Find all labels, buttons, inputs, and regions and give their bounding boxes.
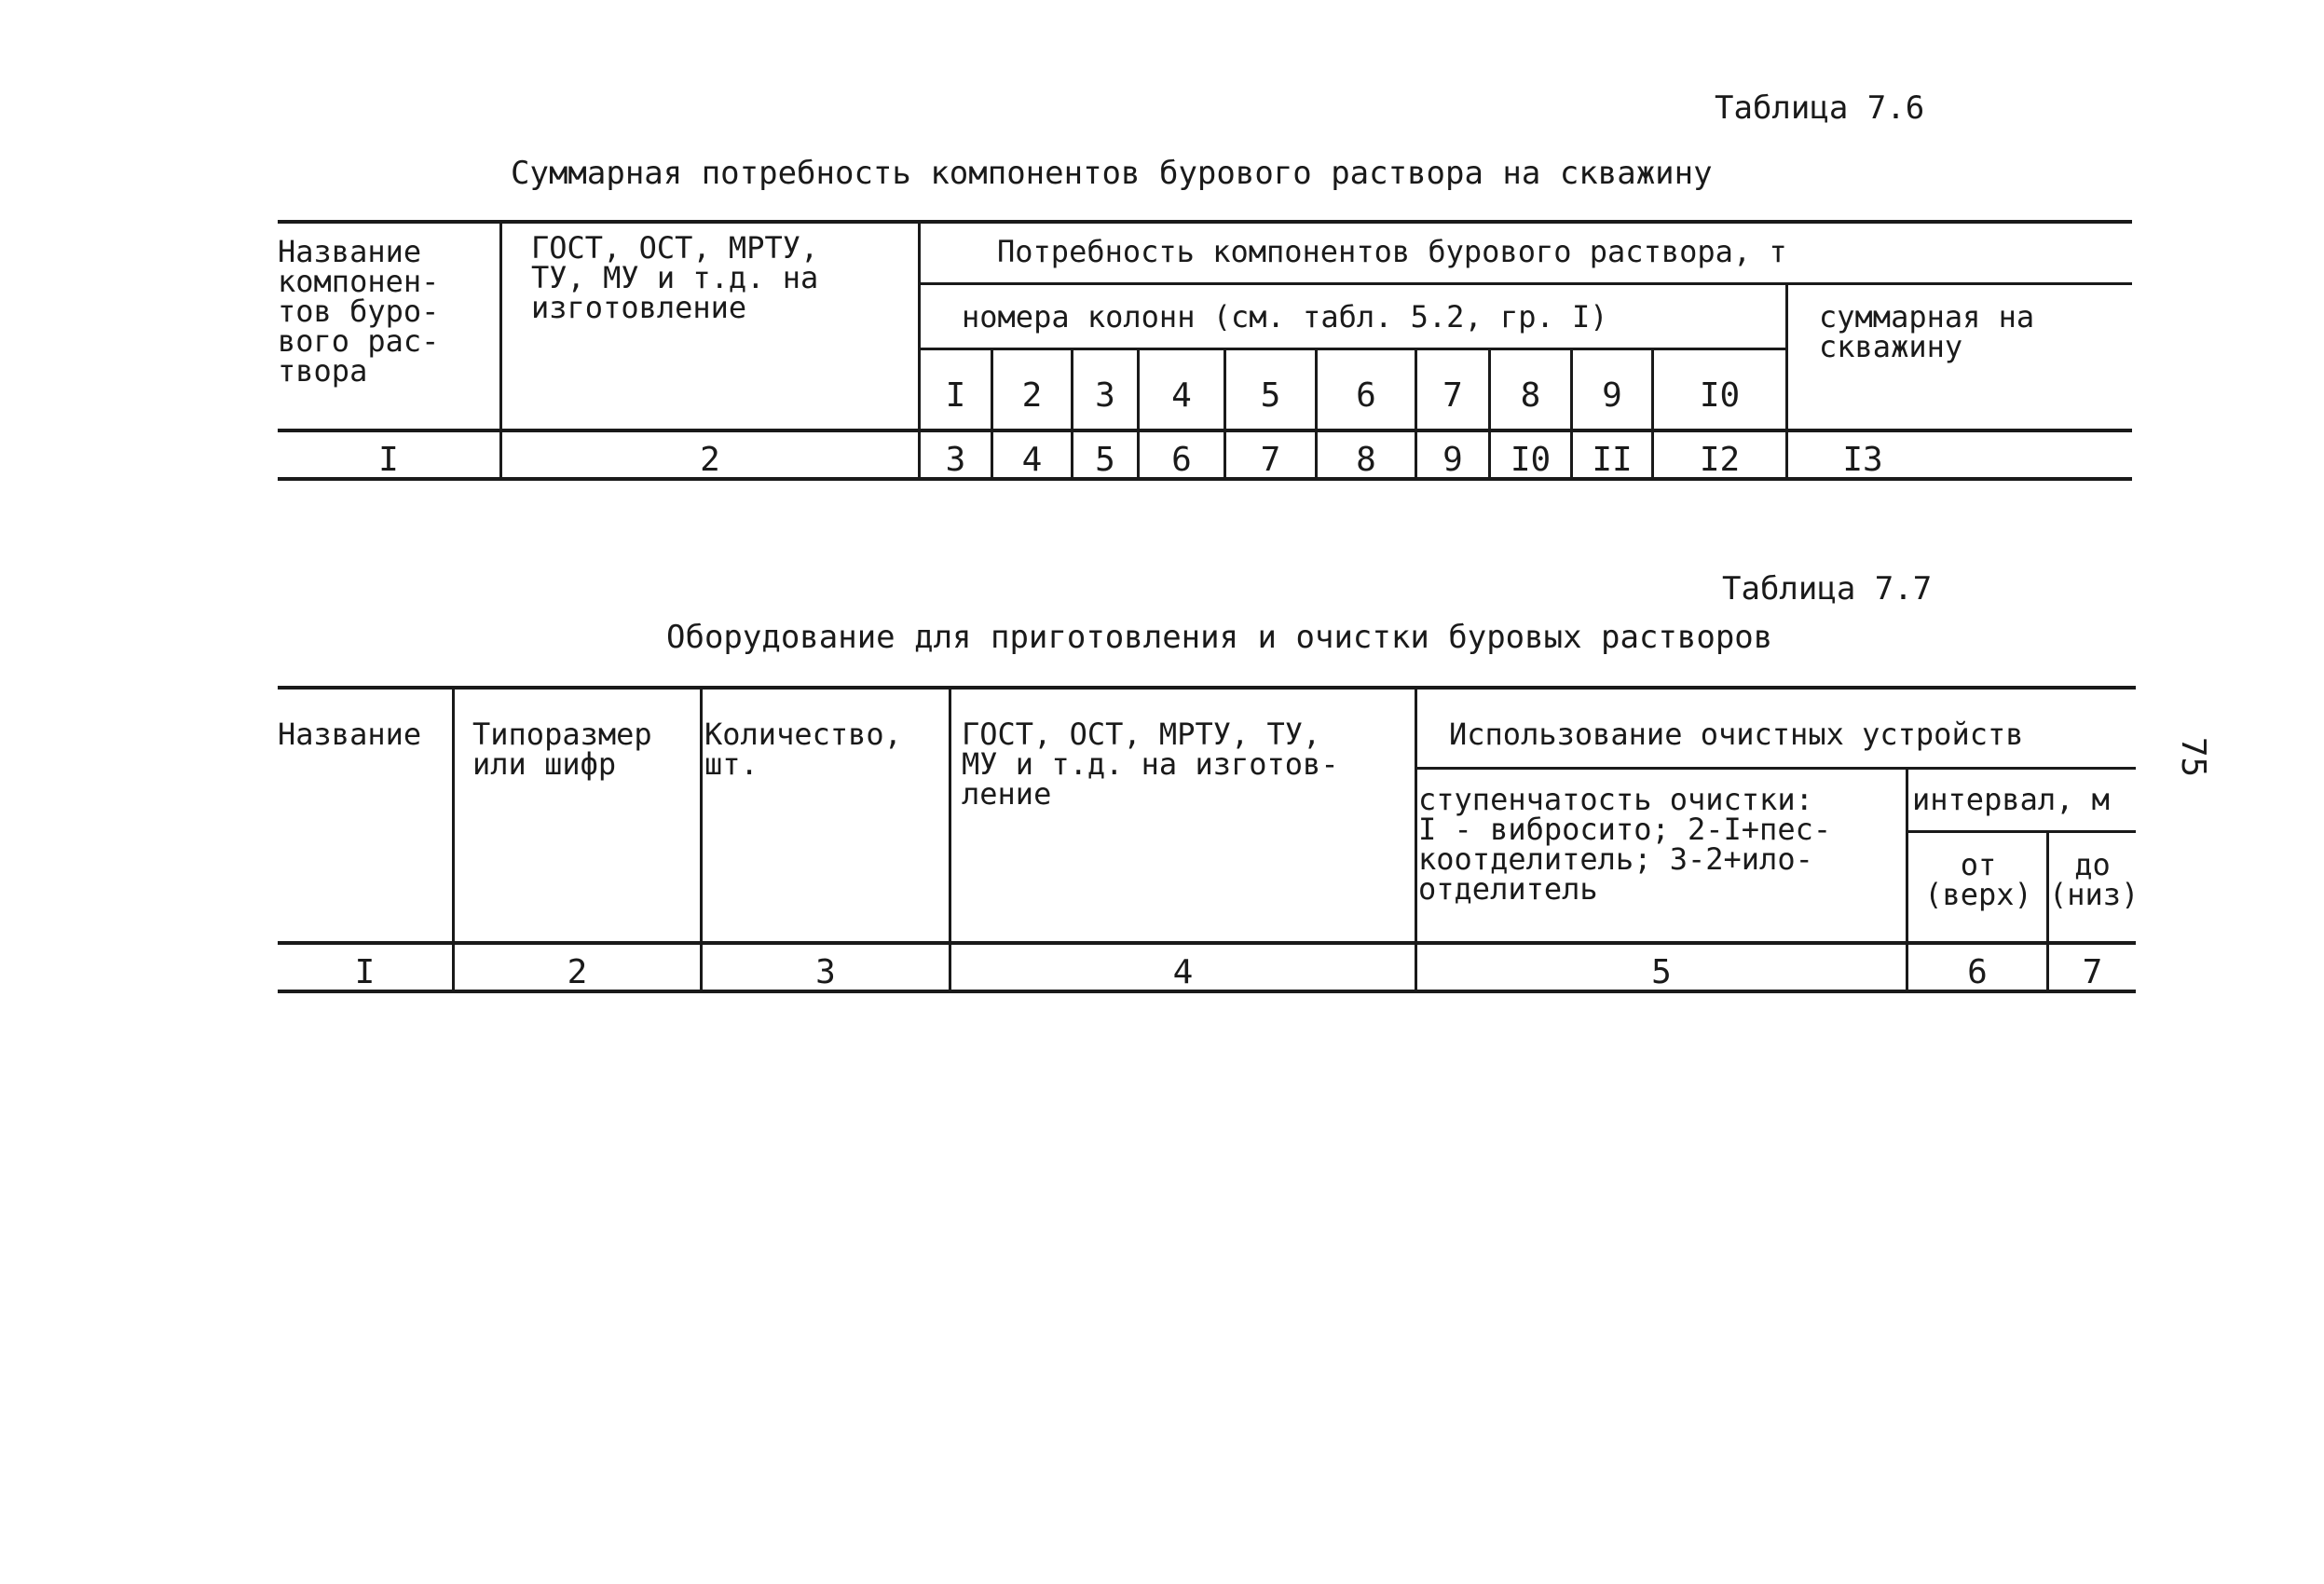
t76-vline <box>499 222 502 477</box>
t76-numbering-cell: II <box>1592 441 1633 479</box>
t76-header-bottom-line <box>278 429 2132 432</box>
t77-numbering-cell: 2 <box>567 953 588 991</box>
t76-numbering-cell: 3 <box>945 441 966 479</box>
t77-use-line <box>1416 767 2136 770</box>
page-number: 75 <box>2174 736 2213 778</box>
t77-vline <box>1415 688 1417 990</box>
t76-header-cols: номера колонн (см. табл. 5.2, гр. I) <box>962 299 1608 335</box>
table-7-6-title: Суммарная потребность компонентов бурового раствора на скважину <box>511 155 1713 192</box>
t76-header-need: Потребность компонентов бурового раствора, т <box>997 234 1787 269</box>
t77-header-use: Использование очистных устройств <box>1449 717 2024 752</box>
t77-header-from: от (верх) <box>1924 847 2032 912</box>
t76-colnum: 4 <box>1171 376 1192 415</box>
t76-cols-line <box>921 348 1787 350</box>
t76-numbering-cell: I0 <box>1510 441 1552 479</box>
t76-colnum: 7 <box>1442 376 1463 415</box>
t76-numbering-cell: I3 <box>1842 441 1883 479</box>
t77-header-type: Типоразмер или шифр <box>472 717 652 782</box>
t77-numbering-cell: 7 <box>2082 953 2103 991</box>
table-7-7-label: Таблица 7.7 <box>1722 570 1933 608</box>
t76-vline <box>918 222 921 477</box>
table-7-7-title: Оборудование для приготовления и очистки буровых растворов <box>666 619 1773 656</box>
t76-numbering-cell: 7 <box>1260 441 1281 479</box>
t76-top-line <box>278 220 2132 224</box>
t77-numbering-cell: 6 <box>1967 953 1988 991</box>
t77-header-name: Название <box>278 717 422 752</box>
t77-header-stage: ступенчатость очистки: I - вибросито; 2-I+пес- коотделитель; 3-2+ило- отделитель <box>1418 782 1832 907</box>
t76-numbering-cell: I <box>378 441 399 479</box>
t76-header-name: Название компонен- тов буро- вого рас- твора <box>278 234 440 389</box>
t77-numbering-cell: 4 <box>1172 953 1194 991</box>
t76-numbering-cell: 8 <box>1356 441 1376 479</box>
t76-colnum: I <box>945 376 966 415</box>
t76-numbering-cell: 4 <box>1021 441 1043 479</box>
t77-vline <box>452 688 455 990</box>
t77-header-bottom-line <box>278 941 2136 945</box>
t77-numbering-cell: 5 <box>1651 953 1672 991</box>
t76-header-gost: ГОСТ, ОСТ, МРТУ, ТУ, МУ и т.д. на изготовление <box>531 230 819 325</box>
t76-numbering-cell: 6 <box>1171 441 1192 479</box>
t76-numbering-cell: 5 <box>1095 441 1115 479</box>
t77-vline <box>700 688 703 990</box>
table-7-6-label: Таблица 7.6 <box>1715 89 1925 127</box>
t77-interval-line <box>1907 830 2136 833</box>
t76-need-line <box>921 282 2132 285</box>
t77-header-qty: Количество, шт. <box>704 717 902 782</box>
t77-vline <box>949 688 951 990</box>
t76-header-total: суммарная на скважину <box>1819 299 2035 364</box>
t77-top-line <box>278 686 2136 690</box>
t76-colnum: 6 <box>1356 376 1376 415</box>
t77-header-to: до (низ) <box>2049 847 2139 912</box>
t77-header-interval: интервал, м <box>1912 782 2110 817</box>
t76-colnum: 8 <box>1520 376 1541 415</box>
t76-numbering-cell: 9 <box>1442 441 1463 479</box>
t76-colnum: 9 <box>1602 376 1622 415</box>
t76-numbering-cell: I2 <box>1699 441 1741 479</box>
t77-numbering-cell: 3 <box>815 953 836 991</box>
t76-colnum: 5 <box>1260 376 1281 415</box>
t76-numbering-cell: 2 <box>700 441 720 479</box>
t76-colnum: I0 <box>1699 376 1741 415</box>
t76-colnum: 3 <box>1095 376 1115 415</box>
t76-colnum: 2 <box>1021 376 1043 415</box>
t77-numbering-cell: I <box>354 953 376 991</box>
t77-header-gost: ГОСТ, ОСТ, МРТУ, ТУ, МУ и т.д. на изготов- ление <box>962 717 1339 812</box>
